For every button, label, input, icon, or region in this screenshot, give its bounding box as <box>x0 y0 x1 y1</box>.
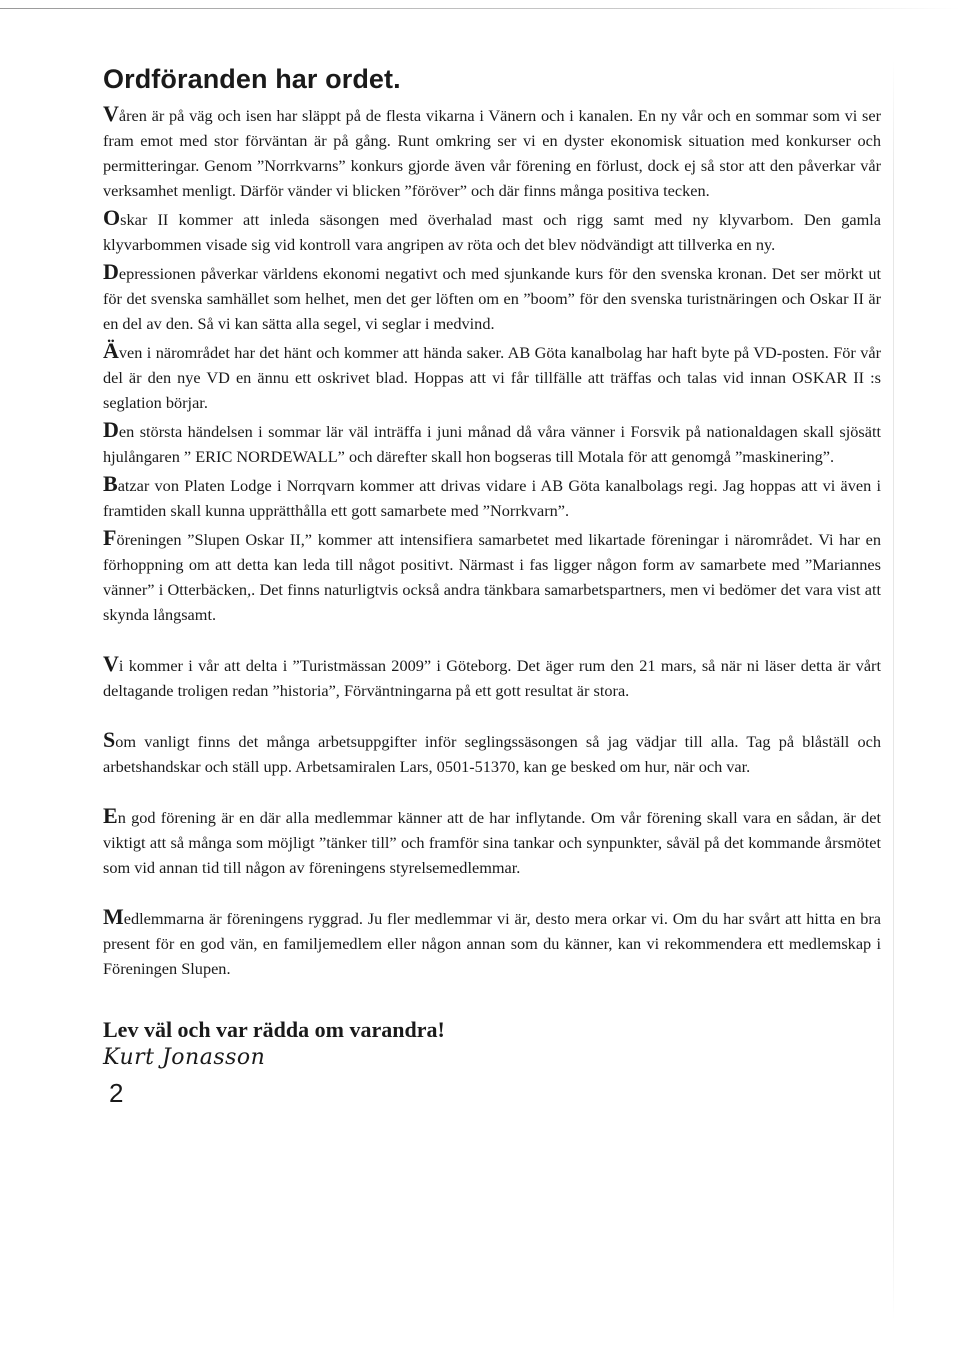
paragraph-text: i kommer i vår att delta i ”Turistmässan 2009” i Göteborg. Det äger rum den 21 mars, så när ni läser detta är vårt deltagande troligen redan ”historia”, Förväntningarna på ett gott resultat är stora. <box>103 656 881 700</box>
drop-letter: B <box>103 471 118 496</box>
paragraph-intro <box>103 103 881 203</box>
paragraph-text: åren är på väg och isen har släppt på de flesta vikarna i Vänern och i kanalen. En ny vår och en sommar som vi ser fram emot med stor förväntan är på gång. Runt omkring ser vi en dyster ekonomisk situation med konkurser och permitteringar. Genom ”Norrkvarns” konkurs gjorde även vår förening en förlust, dock ej så stor att den påverkar vår verksamhet menligt. Därför vänder vi blicken ”föröver” och där finns många positiva tecken. <box>103 106 881 200</box>
page-title: Ordföranden har ordet. <box>103 64 401 94</box>
drop-letter: V <box>103 651 119 676</box>
paragraph-turistmassan <box>103 653 881 703</box>
paragraph-text: om vanligt finns det många arbetsuppgifter inför seglingssäsongen så jag vädjar till alla. Tag på blåställ och arbetshandskar och ställ upp. Arbetsamiralen Lars, 0501-51370, kan ge besked om hur, när och var. <box>103 732 881 776</box>
closing-line: Lev väl och var rädda om varandra! <box>103 1017 445 1042</box>
paragraph-influence <box>103 805 881 880</box>
page-number: 2 <box>109 1078 124 1108</box>
paragraph-text: öreningen ”Slupen Oskar II,” kommer att intensifiera samarbetet med likartade föreningar i närområdet. Vi har en förhoppning om att detta kan leda till något positivt. Närmast i fas ligger någon form av samarbete med ”Mariannes vänner” i Otterbäcken,. Det finns naturligtvis också andra tänkbara samarbetspartners, men vi bedömer det vara vist att skynda långsamt. <box>103 530 881 624</box>
paragraph-text: edlemmarna är föreningens ryggrad. Ju fler medlemmar vi är, desto mera orkar vi. Om du har svårt att hitta en bra present för en god vän, en familjemedlem eller någon annan som du känner, kan vi rekommendera ett medlemskap i Föreningen Slupen. <box>103 909 881 978</box>
drop-letter: F <box>103 525 117 550</box>
drop-letter: D <box>103 417 119 442</box>
paragraph-depression <box>103 261 881 336</box>
paragraph-text: en största händelsen i sommar lär väl inträffa i juni månad då våra vänner i Forsvik på nationaldagen skall sjösätt hjulångaren ” ERIC NORDEWALL” och därefter skall hon bogseras till Motala för att genomgå ”maskinering”. <box>103 422 881 466</box>
paragraph-batzar <box>103 473 881 523</box>
drop-letter: Ä <box>103 338 119 363</box>
paragraph-text: n god förening är en där alla medlemmar känner att de har inflytande. Om vår förening skall vara en sådan, är det viktigt att så många som möjligt ”tänker till” och framför sina tankar och synpunkter, såväl på det kommande årsmötet som vid annan tid till någon av föreningens styrelsemedlemmar. <box>103 808 881 877</box>
paragraph-local <box>103 340 881 415</box>
document-page <box>103 64 881 1109</box>
paragraph-tasks <box>103 729 881 779</box>
paragraph-oskar <box>103 207 881 257</box>
paragraph-text: ven i närområdet har det hänt och kommer att hända saker. AB Göta kanalbolag har haft byte på VD-posten. För vår del är den nye VD en ännu ett oskrivet blad. Hoppas att vi får tillfälle att träffas och talas vid innan OSKAR II :s seglation börjar. <box>103 343 881 412</box>
paragraph-text: skar II kommer att inleda säsongen med överhalad mast och rigg samt med ny klyvarbom. Den gamla klyvarbommen visade sig vid kontroll vara angripen av röta och det blev nödvändigt att tillverka en ny. <box>103 210 881 254</box>
drop-letter: M <box>103 904 124 929</box>
drop-letter: E <box>103 803 118 828</box>
page-edge <box>893 60 894 1320</box>
paragraph-text: atzar von Platen Lodge i Norrqvarn kommer att drivas vidare i AB Göta kanalbolags regi. Jag hoppas att vi även i framtiden skall kunna upprätthålla ett gott samarbete med ”Norrkvarn”. <box>103 476 881 520</box>
drop-letter: D <box>103 259 119 284</box>
paragraph-cooperation <box>103 527 881 627</box>
paragraph-text: epressionen påverkar världens ekonomi negativt och med sjunkande kurs för den svenska kronan. Det ser mörkt ut för det svenska samhället som helhet, men det ger löften om en ”boom” för den svenska turistnäringen och Oskar II är en del av den. Så vi kan sätta alla segel, vi seglar i medvind. <box>103 264 881 333</box>
drop-letter: S <box>103 727 116 752</box>
paragraph-members <box>103 906 881 981</box>
drop-letter: V <box>103 101 119 126</box>
drop-letter: O <box>103 205 121 230</box>
paragraph-forsvik <box>103 419 881 469</box>
signature: Kurt Jonasson <box>103 1045 266 1070</box>
scan-border-line <box>0 8 960 9</box>
